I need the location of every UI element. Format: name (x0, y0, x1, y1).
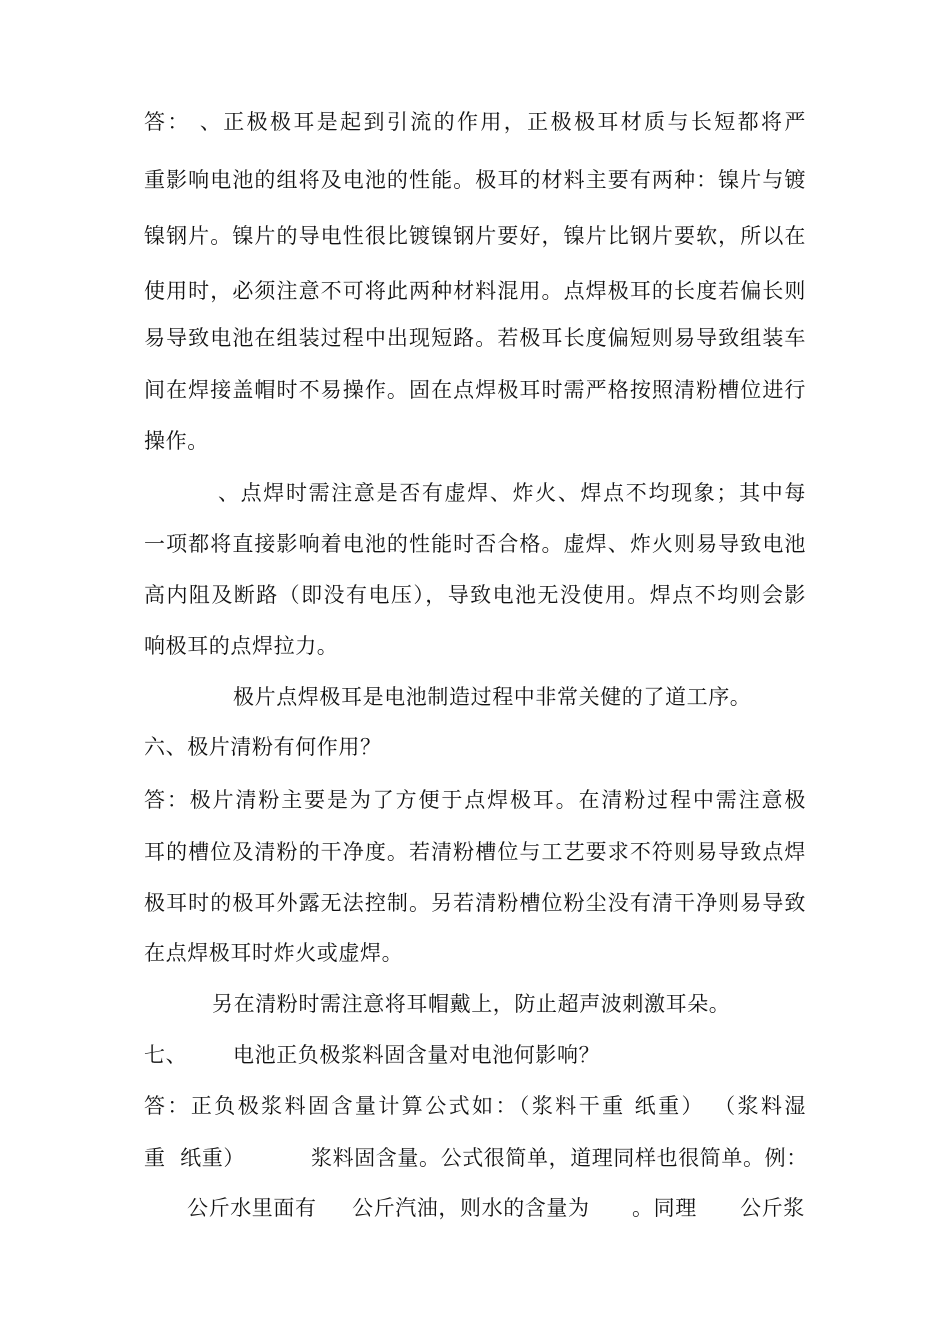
paragraph-line: 镍钢片。镍片的导电性很比镀镍钢片要好，镍片比钢片要软，所以在 (144, 224, 806, 248)
paragraph-line: 浆料固含量。公式很简单，道理同样也很简单。例： (311, 1146, 808, 1170)
paragraph-line: 易导致电池在组装过程中出现短路。若极耳长度偏短则易导致组装车 (144, 326, 806, 350)
paragraph-line: 在点焊极耳时炸火或虚焊。 (144, 941, 404, 965)
paragraph-line: 极耳时的极耳外露无法控制。另若清粉槽位粉尘没有清干净则易导致 (144, 891, 806, 915)
paragraph-fragment: 。同理 (632, 1196, 697, 1220)
paragraph-line: 另在清粉时需注意将耳帽戴上，防止超声波刺激耳朵。 (212, 992, 731, 1016)
paragraph-line: 耳的槽位及清粉的干净度。若清粉槽位与工艺要求不符则易导致点焊 (144, 840, 806, 864)
paragraph-line: 高内阻及断路（即没有电压），导致电池无没使用。焊点不均则会影 (144, 583, 806, 607)
section-heading: 电池正负极浆料固含量对电池何影响？ (233, 1043, 601, 1067)
paragraph-line: 操作。 (144, 429, 209, 453)
section-number: 七、 (144, 1043, 188, 1067)
paragraph-line: 使用时，必须注意不可将此两种材料混用。点焊极耳的长度若偏长则 (144, 279, 806, 303)
paragraph-line: 重 纸重） (144, 1146, 245, 1170)
paragraph-line: 答：正负极浆料固含量计算公式如：（浆料干重 纸重） （浆料湿 (144, 1094, 806, 1118)
paragraph-line: 响极耳的点焊拉力。 (144, 634, 339, 658)
paragraph-fragment: 公斤浆 (740, 1196, 805, 1220)
paragraph-line: 、点焊时需注意是否有虚焊、炸火、焊点不均现象；其中每 (218, 481, 806, 505)
paragraph-line: 极片点焊极耳是电池制造过程中非常关健的了道工序。 (233, 685, 752, 709)
paragraph-line: 一项都将直接影响着电池的性能时否合格。虚焊、炸火则易导致电池 (144, 532, 806, 556)
paragraph-line: 答： 、正极极耳是起到引流的作用，正极极耳材质与长短都将严 (144, 110, 806, 134)
paragraph-fragment: 公斤水里面有 (187, 1196, 317, 1220)
paragraph-line: 重影响电池的组将及电池的性能。极耳的材料主要有两种：镍片与镀 (144, 168, 806, 192)
paragraph-line: 间在焊接盖帽时不易操作。固在点焊极耳时需严格按照清粉槽位进行 (144, 378, 806, 402)
paragraph-line: 答：极片清粉主要是为了方便于点焊极耳。在清粉过程中需注意极 (144, 788, 806, 812)
section-heading: 六、极片清粉有何作用？ (144, 735, 382, 759)
paragraph-fragment: 公斤汽油，则水的含量为 (352, 1196, 590, 1220)
